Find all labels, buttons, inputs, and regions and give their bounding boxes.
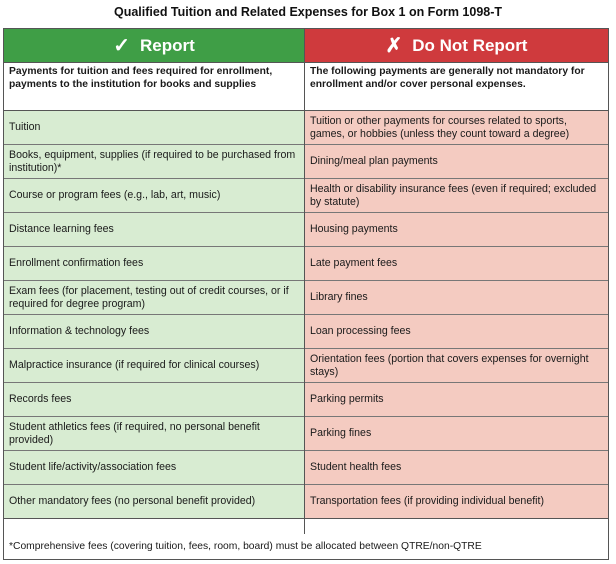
report-row: Information & technology fees xyxy=(4,315,304,349)
do-not-report-row: Health or disability insurance fees (even if required; excluded by statute) xyxy=(305,179,608,213)
report-row: Books, equipment, supplies (if required to be purchased from institution)* xyxy=(4,145,304,179)
do-not-report-row: Loan processing fees xyxy=(305,315,608,349)
report-row: Malpractice insurance (if required for clinical courses) xyxy=(4,349,304,383)
report-row: Exam fees (for placement, testing out of credit courses, or if required for degree program) xyxy=(4,281,304,315)
report-row: Student athletics fees (if required, no personal benefit provided) xyxy=(4,417,304,451)
do-not-report-row: Housing payments xyxy=(305,213,608,247)
do-not-report-row: Late payment fees xyxy=(305,247,608,281)
do-not-report-row: Student health fees xyxy=(305,451,608,485)
do-not-report-row: Tuition or other payments for courses related to sports, games, or hobbies (unless they count toward a degree) xyxy=(305,111,608,145)
report-header-label: Report xyxy=(139,35,195,55)
report-row: Tuition xyxy=(4,111,304,145)
do-not-report-header xyxy=(305,29,608,63)
do-not-report-row: Transportation fees (if providing individual benefit) xyxy=(305,485,608,519)
page-title: Qualified Tuition and Related Expenses for Box 1 on Form 1098-T xyxy=(113,5,503,19)
report-row: Enrollment confirmation fees xyxy=(4,247,304,281)
do-not-report-row: Orientation fees (portion that covers expenses for overnight stays) xyxy=(305,349,608,383)
report-header xyxy=(4,29,304,63)
report-row: Records fees xyxy=(4,383,304,417)
do-not-report-row: Parking fines xyxy=(305,417,608,451)
do-not-report-row: Parking permits xyxy=(305,383,608,417)
expenses-table xyxy=(3,28,609,560)
check-icon: ✓ xyxy=(113,35,130,57)
report-row: Course or program fees (e.g., lab, art, music) xyxy=(4,179,304,213)
x-icon: ✗ xyxy=(385,35,403,57)
report-row: Distance learning fees xyxy=(4,213,304,247)
report-column xyxy=(4,29,305,559)
report-row: Student life/activity/association fees xyxy=(4,451,304,485)
do-not-report-column xyxy=(305,29,608,559)
footnote: *Comprehensive fees (covering tuition, fees, room, board) must be allocated between QTRE/non-QTRE xyxy=(4,534,608,559)
do-not-report-row: Dining/meal plan payments xyxy=(305,145,608,179)
do-not-report-header-label: Do Not Report xyxy=(412,35,528,55)
do-not-report-row: Library fines xyxy=(305,281,608,315)
report-row: Other mandatory fees (no personal benefit provided) xyxy=(4,485,304,519)
do-not-report-subheader: The following payments are generally not mandatory for enrollment and/or cover personal expenses. xyxy=(305,63,608,111)
report-subheader: Payments for tuition and fees required for enrollment, payments to the institution for books and supplies xyxy=(4,63,304,111)
